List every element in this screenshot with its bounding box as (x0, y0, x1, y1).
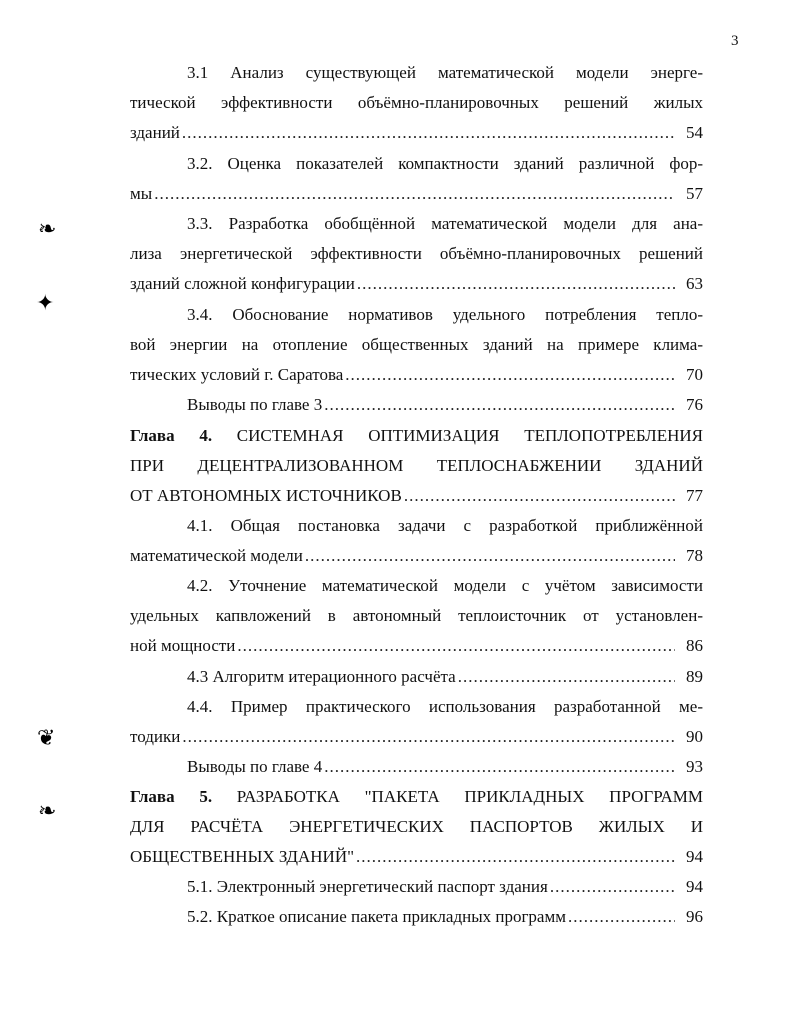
toc-entry-3-4-line-3 (130, 365, 703, 385)
toc-entry-chapter-4-summary (187, 757, 703, 777)
toc-page-number: 54 (686, 123, 703, 142)
toc-chapter-4-line-2: ПРИ ДЕЦЕНТРАЛИЗОВАННОМ ТЕПЛОСНАБЖЕНИИ ЗДАНИЙ (130, 456, 703, 475)
leader-dots (182, 727, 675, 747)
toc-chapter-4-line-1 (130, 426, 703, 446)
toc-entry-3-1-line-2: тической эффективности объёмно-планировочных решений жилых (130, 93, 703, 112)
scan-mark-icon: ✦ (36, 290, 55, 315)
leader-dots (182, 123, 675, 143)
leader-dots (305, 546, 675, 566)
toc-entry-5-2 (187, 907, 703, 927)
toc-entry-title: ной мощности (130, 636, 236, 655)
toc-page-number: 90 (686, 727, 703, 746)
toc-entry-title: Выводы по главе 3 (187, 395, 323, 414)
toc-entry-3-3-line-2: лиза энергетической эффективности объёмно-планировочных решений (130, 244, 703, 263)
chapter-title: СИСТЕМНАЯ ОПТИМИЗАЦИЯ ТЕПЛОПОТРЕБЛЕНИЯ (236, 426, 703, 445)
leader-dots (404, 486, 675, 506)
toc-page-number: 78 (686, 546, 703, 565)
toc-page-number: 94 (686, 847, 703, 866)
toc-page-number: 76 (686, 395, 703, 414)
toc-chapter-5-line-2: ДЛЯ РАСЧЁТА ЭНЕРГЕТИЧЕСКИХ ПАСПОРТОВ ЖИЛЫХ И (130, 817, 703, 836)
chapter-title: РАЗРАБОТКА "ПАКЕТА ПРИКЛАДНЫХ ПРОГРАММ (236, 787, 704, 806)
toc-page-number: 57 (686, 184, 703, 203)
toc-page-number: 70 (686, 365, 703, 384)
leader-dots (356, 847, 675, 867)
leader-dots (458, 667, 675, 687)
toc-entry-chapter-3-summary (187, 395, 703, 415)
toc-page-number: 93 (686, 757, 703, 776)
toc-chapter-5-line-3 (130, 847, 703, 867)
toc-page-number: 77 (686, 486, 703, 505)
chapter-label: Глава 4. (130, 426, 213, 445)
chapter-label: Глава 5. (130, 787, 213, 806)
toc-entry-title: мы (130, 184, 153, 203)
leader-dots (345, 365, 675, 385)
toc-entry-3-3-line-3 (130, 274, 703, 294)
toc-page-number: 63 (686, 274, 703, 293)
toc-entry-3-1-line-1: 3.1 Анализ существующей математической модели энерге- (187, 63, 703, 82)
toc-entry-title: 5.1. Электронный энергетический паспорт здания (187, 877, 548, 896)
toc-entry-4-4-line-2 (130, 727, 703, 747)
leader-dots (357, 274, 675, 294)
toc-entry-title: тических условий г. Саратова (130, 365, 344, 384)
toc-entry-title: Выводы по главе 4 (187, 757, 323, 776)
toc-page-number: 94 (686, 877, 703, 896)
toc-entry-3-4-line-1: 3.4. Обоснование нормативов удельного потребления тепло- (187, 305, 703, 324)
toc-entry-title: 5.2. Краткое описание пакета прикладных программ (187, 907, 566, 926)
leader-dots (568, 907, 675, 927)
toc-entry-4-2-line-3 (130, 636, 703, 656)
toc-entry-title: 4.3 Алгоритм итерационного расчёта (187, 667, 456, 686)
toc-entry-title: тодики (130, 727, 181, 746)
page-number: 3 (731, 33, 739, 49)
leader-dots (324, 757, 675, 777)
toc-entry-4-1-line-1: 4.1. Общая постановка задачи с разработкой приближённой (187, 516, 703, 535)
toc-entry-title: ОБЩЕСТВЕННЫХ ЗДАНИЙ" (130, 847, 355, 866)
scan-mark-icon: ❦ (37, 725, 56, 750)
toc-entry-3-4-line-2: вой энергии на отопление общественных зданий на примере клима- (130, 335, 703, 354)
toc-page-number: 86 (686, 636, 703, 655)
toc-entry-title: математической модели (130, 546, 303, 565)
toc-entry-3-1-line-3 (130, 123, 703, 143)
toc-entry-4-3 (187, 667, 703, 687)
toc-entry-4-2-line-2: удельных капвложений в автономный теплоисточник от установлен- (130, 606, 703, 625)
toc-entry-3-3-line-1: 3.3. Разработка обобщённой математической модели для ана- (187, 214, 703, 233)
toc-entry-title: зданий сложной конфигурации (130, 274, 355, 293)
leader-dots (237, 636, 675, 656)
toc-page-number: 89 (686, 667, 703, 686)
toc-entry-5-1 (187, 877, 703, 897)
toc-entry-3-2-line-2 (130, 184, 703, 204)
toc-entry-title: ОТ АВТОНОМНЫХ ИСТОЧНИКОВ (130, 486, 402, 505)
toc-entry-3-2-line-1: 3.2. Оценка показателей компактности зданий различной фор- (187, 154, 703, 173)
leader-dots (550, 877, 675, 897)
toc-page-number: 96 (686, 907, 703, 926)
toc-entry-4-1-line-2 (130, 546, 703, 566)
scan-mark-icon: ❧ (38, 216, 57, 241)
leader-dots (154, 184, 675, 204)
toc-entry-4-2-line-1: 4.2. Уточнение математической модели с учётом зависимости (187, 576, 703, 595)
toc-chapter-5-line-1 (130, 787, 703, 807)
toc-entry-title: зданий (130, 123, 180, 142)
scan-mark-icon: ❧ (38, 798, 57, 823)
leader-dots (324, 395, 675, 415)
toc-entry-4-4-line-1: 4.4. Пример практического использования разработанной ме- (187, 697, 703, 716)
toc-chapter-4-line-3 (130, 486, 703, 506)
